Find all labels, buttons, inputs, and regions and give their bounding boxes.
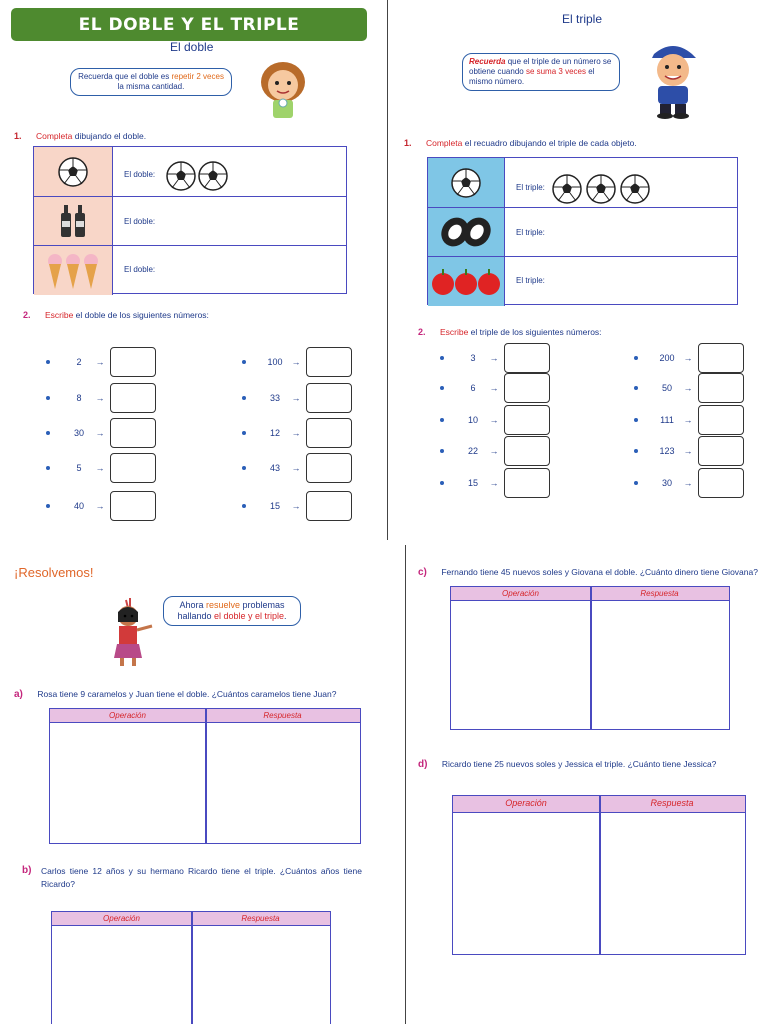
triple-number-row: 30 →: [634, 468, 744, 498]
doble-number-row: 5 →: [46, 453, 156, 483]
boy-character-illustration: [644, 40, 702, 120]
answer-cell[interactable]: [207, 724, 360, 843]
soccer-ball-icon: [552, 174, 582, 204]
doble-reminder-bubble: Recuerda que el doble es repetir 2 veces la misma cantidad.: [70, 68, 232, 96]
girl-character-illustration: [254, 58, 312, 120]
operation-header: Operación: [103, 914, 140, 923]
operation-cell[interactable]: [52, 927, 191, 1024]
answer-box[interactable]: [698, 373, 744, 403]
triple-pic-cell: [428, 158, 505, 207]
doble-draw-table: [33, 146, 347, 294]
triple-number-row: 15 →: [440, 468, 550, 498]
ice-cream-icon: [45, 251, 101, 291]
answer-header: Respuesta: [241, 914, 280, 923]
triple-row-label: El triple:: [516, 183, 545, 192]
answer-box[interactable]: [306, 453, 352, 483]
triple-number-row: 3 →: [440, 343, 550, 373]
answer-box[interactable]: [698, 343, 744, 373]
triple-number-row: 111 →: [634, 405, 744, 435]
answer-box[interactable]: [504, 468, 550, 498]
answer-box[interactable]: [504, 436, 550, 466]
answer-box[interactable]: [504, 405, 550, 435]
answer-box[interactable]: [110, 383, 156, 413]
answer-cell[interactable]: [193, 927, 330, 1024]
doble-number-row: 15 →: [242, 491, 352, 521]
doble-number-row: 33 →: [242, 383, 352, 413]
doble-q2: 2. Escribe el doble de los siguientes números:: [23, 310, 209, 320]
answer-box[interactable]: [306, 347, 352, 377]
soccer-ball-icon: [620, 174, 650, 204]
doble-number-row: 8 →: [46, 383, 156, 413]
page-title: EL DOBLE Y EL TRIPLE: [78, 14, 300, 35]
triple-row-label: El triple:: [516, 228, 545, 237]
answer-box[interactable]: [698, 468, 744, 498]
triple-q1: 1. Completa el recuadro dibujando el triple de cada objeto.: [404, 138, 637, 148]
doble-subtitle: El doble: [170, 40, 214, 54]
apple-icon: [431, 267, 501, 297]
answer-cell[interactable]: [601, 814, 745, 954]
doble-row-bottles: [34, 196, 346, 245]
problem-c: c) Fernando tiene 45 nuevos soles y Giovana el doble. ¿Cuánto dinero tiene Giovana?: [418, 567, 758, 578]
problem-d: d) Ricardo tiene 25 nuevos soles y Jessica el triple. ¿Cuánto tiene Jessica?: [418, 759, 717, 770]
doble-number-row: 100 →: [242, 347, 352, 377]
problem-d-table: [452, 795, 746, 955]
child-character-illustration: [106, 596, 156, 668]
resolvemos-title: ¡Resolvemos!: [14, 565, 94, 580]
answer-box[interactable]: [306, 418, 352, 448]
triple-subtitle: El triple: [562, 12, 603, 26]
page-title-banner: [11, 8, 367, 41]
problem-c-table: [450, 586, 730, 730]
doble-number-row: 12 →: [242, 418, 352, 448]
triple-pic-cell: [428, 208, 505, 256]
triple-reminder-bubble: Recuerda que el triple de un número se obtiene cuando se suma 3 veces el mismo número.: [462, 53, 620, 91]
answer-box[interactable]: [110, 453, 156, 483]
problem-b-table: [51, 911, 331, 1024]
doble-number-row: 43 →: [242, 453, 352, 483]
doble-number-row: 2 →: [46, 347, 156, 377]
operation-cell[interactable]: [453, 814, 599, 954]
doble-row-label: El doble:: [124, 217, 156, 226]
answer-cell[interactable]: [592, 602, 729, 729]
answer-box[interactable]: [504, 343, 550, 373]
triple-draw-table: [427, 157, 738, 305]
bottle-icon: [58, 203, 88, 239]
soccer-ball-icon: [451, 168, 481, 198]
problem-b: b) Carlos tiene 12 años y su hermano Ricardo tiene el triple. ¿Cuántos años tiene Ricardo?: [22, 865, 362, 889]
answer-box[interactable]: [110, 347, 156, 377]
doble-row-label: El doble:: [124, 265, 156, 274]
operation-header: Operación: [505, 798, 547, 808]
answer-box[interactable]: [698, 436, 744, 466]
triple-number-row: 50 →: [634, 373, 744, 403]
triple-number-row: 22 →: [440, 436, 550, 466]
triple-row-apples: [428, 256, 737, 306]
doble-number-row: 30 →: [46, 418, 156, 448]
resolvemos-bubble: Ahora resuelve problemas hallando el doble y el triple.: [163, 596, 301, 626]
triple-number-row: 10 →: [440, 405, 550, 435]
doble-row-icecream: [34, 245, 346, 295]
operation-cell[interactable]: [451, 602, 590, 729]
answer-box[interactable]: [698, 405, 744, 435]
problem-a-table: [49, 708, 361, 844]
doble-pic-cell: [34, 147, 113, 196]
triple-row-tires: [428, 207, 737, 256]
triple-row-balls: [428, 158, 737, 207]
center-divider-top: [387, 0, 388, 540]
soccer-ball-icon: [198, 161, 228, 191]
doble-pic-cell: [34, 246, 113, 295]
soccer-ball-icon: [586, 174, 616, 204]
soccer-ball-icon: [166, 161, 196, 191]
answer-header: Respuesta: [650, 798, 694, 808]
answer-header: Respuesta: [263, 711, 302, 720]
triple-row-label: El triple:: [516, 276, 545, 285]
answer-box[interactable]: [306, 491, 352, 521]
answer-box[interactable]: [110, 418, 156, 448]
soccer-ball-icon: [58, 157, 88, 187]
triple-number-row: 6 →: [440, 373, 550, 403]
answer-box[interactable]: [504, 373, 550, 403]
doble-q1: 1. Completa dibujando el doble.: [14, 131, 147, 141]
answer-box[interactable]: [110, 491, 156, 521]
tire-icon: [437, 216, 495, 248]
triple-number-row: 200 →: [634, 343, 744, 373]
doble-row-label: El doble:: [124, 170, 156, 179]
triple-number-row: 123 →: [634, 436, 744, 466]
doble-pic-cell: [34, 197, 113, 245]
problem-a: a) Rosa tiene 9 caramelos y Juan tiene el doble. ¿Cuántos caramelos tiene Juan?: [14, 689, 337, 700]
triple-q2: 2. Escribe el triple de los siguientes números:: [418, 327, 602, 337]
doble-number-row: 40 →: [46, 491, 156, 521]
operation-header: Operación: [109, 711, 146, 720]
triple-pic-cell: [428, 257, 505, 306]
center-divider-bottom: [405, 545, 406, 1024]
doble-row-balls: [34, 147, 346, 196]
operation-header: Operación: [502, 589, 539, 598]
answer-box[interactable]: [306, 383, 352, 413]
operation-cell[interactable]: [50, 724, 205, 843]
answer-header: Respuesta: [640, 589, 679, 598]
